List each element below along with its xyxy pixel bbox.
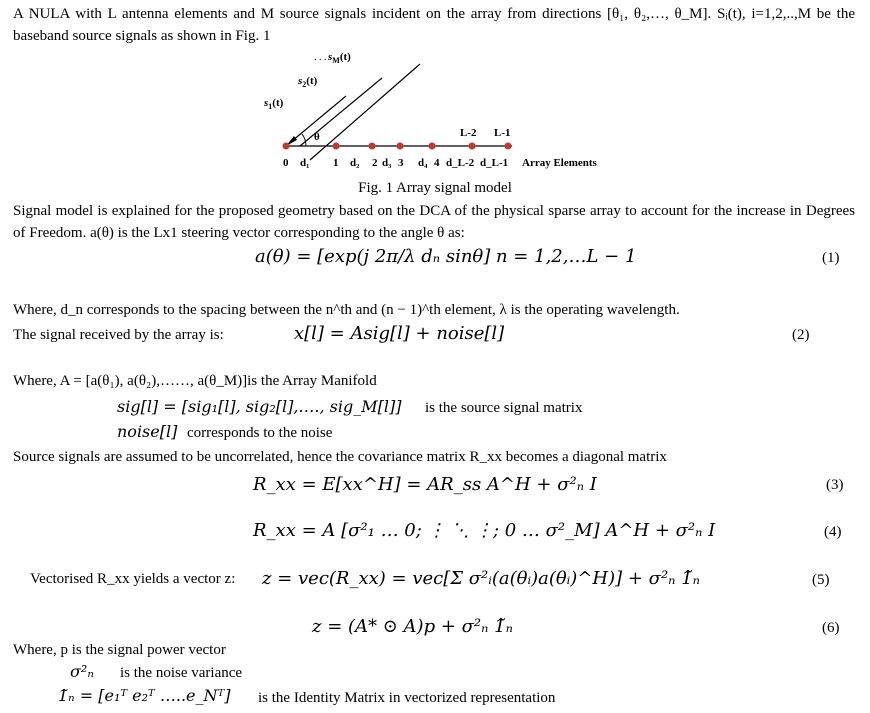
noise-desc: corresponds to the noise: [187, 425, 333, 441]
identity-equation: 1̃ₙ = [e₁ᵀ e₂ᵀ …..e_Nᵀ]: [58, 686, 231, 705]
label-s1: $s_1(t)$: [264, 97, 284, 111]
eq-number-5: (5): [812, 572, 830, 588]
where-dn-text: Where, d_n corresponds to the spacing between the n^th and (n − 1)^th element, λ is the operating wavelength.: [13, 302, 680, 318]
eq-number-2: (2): [792, 327, 810, 343]
sig-equation: sig[l] = [sig₁[l], sig₂[l],…., sig_M[l]]: [117, 397, 402, 416]
uncorrelated-text: Source signals are assumed to be uncorrelated, hence the covariance matrix R_xx becomes a diagonal matrix: [13, 449, 667, 465]
figure-caption: Fig. 1 Array signal model: [358, 180, 512, 196]
where-a-text: Where, A = [a(θ₁), a(θ₂),……, a(θ_M)]is the Array Manifold: [13, 373, 377, 389]
eq-number-3: (3): [826, 477, 844, 493]
eq-number-6: (6): [822, 620, 840, 636]
element-label: 2: [372, 157, 378, 169]
signal-model-paragraph: [13, 200, 855, 244]
equation-5: z = vec(R_xx) = vec[Σ σ²ᵢ(a(θᵢ)a(θᵢ)^H)] + σ²ₙ 1̃ₙ: [262, 568, 700, 589]
intro-paragraph: [13, 3, 855, 47]
element-dot: [505, 143, 512, 150]
p1-text: Signal model is explained for the proposed geometry based on the DCA of the physical sparse array to account for the increase in Degrees of Freedom. a(θ) is the Lx1 steering vector corresponding to the angle θ as:: [13, 203, 855, 241]
element-label: 0: [283, 157, 289, 169]
element-label: 1: [333, 157, 339, 169]
eq-number-1: (1): [822, 250, 840, 266]
equation-6: z = (A* ⊙ A)p + σ²ₙ 1̃ₙ: [312, 616, 513, 637]
signal-line-2: [300, 78, 382, 146]
label-sm: $s_M(t)$: [328, 51, 351, 65]
noise-variance-text: is the noise variance: [120, 665, 243, 681]
element-label: d₁: [300, 157, 310, 169]
element-label: 3: [398, 157, 404, 169]
received-text: The signal received by the array is:: [13, 327, 224, 343]
element-label: d₃: [382, 157, 392, 169]
noise-symbol: noise[l]: [117, 422, 178, 441]
sig-desc: is the source signal matrix: [425, 400, 583, 416]
element-label: d_L-2: [446, 157, 475, 169]
equation-3: R_xx = E[xx^H] = AR_ss A^H + σ²ₙ I: [253, 474, 597, 495]
intro-text: A NULA with L antenna elements and M source signals incident on the array from directions [θ₁, θ₂,…, θ_M]. Sᵢ(t), i=1,2,..,M be the baseband source signals as shown in Fig. 1: [13, 6, 855, 44]
element-dot: [429, 143, 436, 150]
identity-desc: is the Identity Matrix in vectorized representation: [258, 690, 556, 706]
array-signal-figure: [250, 48, 630, 176]
label-s2: $s_2(t)$: [298, 75, 318, 89]
element-dot: [283, 143, 290, 150]
equation-1: a(θ) = [exp(j 2π/λ dₙ sinθ] n = 1,2,…L − 1: [255, 246, 637, 267]
top-label-l2: L-2: [460, 127, 477, 139]
element-label: d₂: [350, 157, 360, 169]
element-dot: [469, 143, 476, 150]
element-dot: [397, 143, 404, 150]
equation-4: R_xx = A [σ²₁ … 0; ⋮ ⋱ ⋮; 0 … σ²_M] A^H + σ²ₙ I: [253, 520, 716, 541]
element-dot: [333, 143, 340, 150]
eq-number-4: (4): [824, 524, 842, 540]
vectorised-text: Vectorised R_xx yields a vector z:: [30, 571, 236, 587]
axis-label: Array Elements: [522, 157, 597, 169]
angle-label: θ: [314, 131, 320, 143]
equation-2: x[l] = Asig[l] + noise[l]: [294, 323, 505, 344]
element-dot: [369, 143, 376, 150]
where-p-text: Where, p is the signal power vector: [13, 642, 226, 658]
element-label: d_L-1: [480, 157, 509, 169]
element-label: d₄: [418, 157, 428, 169]
element-label: 4: [434, 157, 440, 169]
sigma-n-symbol: σ²ₙ: [70, 662, 94, 681]
top-label-l1: L-1: [494, 127, 511, 139]
dots-label: . . .: [314, 52, 327, 63]
